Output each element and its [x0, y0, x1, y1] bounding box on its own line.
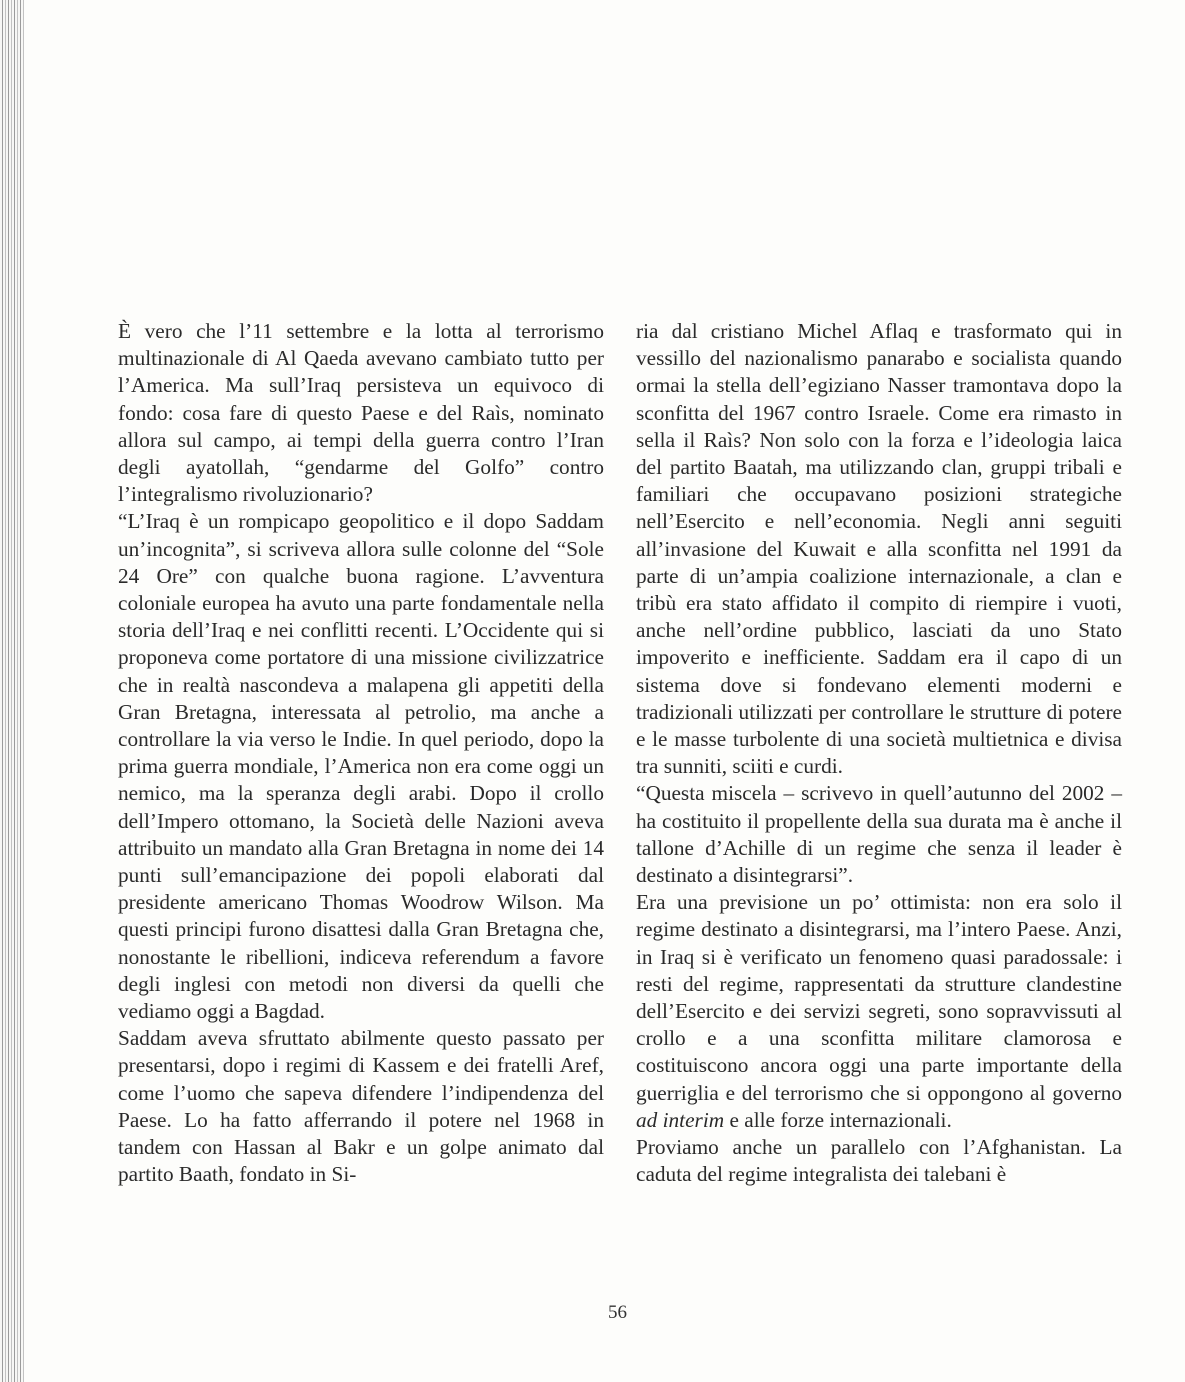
right-text-column	[636, 318, 1122, 1189]
paragraph: “Questa miscela – scrivevo in quell’autunno del 2002 – ha costituito il propellente della sua durata ma è anche il tallone d’Achille di un regime che senza il leader è destinato a disintegrarsi”.	[636, 781, 1122, 888]
paragraph: È vero che l’11 settembre e la lotta al terrorismo multinazionale di Al Qaeda avevano cambiato tutto per l’America. Ma sull’Iraq persisteva un equivoco di fondo: cosa fare di questo Paese e del Raìs, nominato allora sul campo, ai tempi della guerra contro l’Iran degli ayatollah, “gendarme del Golfo” contro l’integralismo rivoluzionario?	[118, 319, 604, 507]
paragraph: ria dal cristiano Michel Aflaq e trasformato qui in vessillo del nazionalismo panarabo e socialista quando ormai la stella dell’egiziano Nasser tramontava dopo la sconfitta del 1967 contro Israele. Come era rimasto in sella il Raìs? Non solo con la forza e l’ideologia laica del partito Baatah, ma utilizzando clan, gruppi tribali e familiari che occupavano posizioni strategiche nell’Esercito e nell’economia. Negli anni seguiti all’invasione del Kuwait e alla sconfitta nel 1991 da parte di un’ampia coalizione internazionale, a clan e tribù era stato affidato il compito di riempire i vuoti, anche nell’ordine pubblico, lasciati da uno Stato impoverito e inefficiente. Saddam era il capo di un sistema dove si fondevano elementi moderni e tradizionali utilizzati per controllare le strutture di potere e le masse turbolente di una società multietnica e divisa tra sunniti, sciiti e curdi.	[636, 319, 1122, 779]
text-span: e alle forze internazionali.	[724, 1107, 952, 1132]
paragraph: Saddam aveva sfruttato abilmente questo passato per presentarsi, dopo i regimi di Kassem e dei fratelli Aref, come l’uomo che sapeva difendere l’indipendenza del Paese. Lo ha fatto afferrando il potere nel 1968 in tandem con Hassan al Bakr e un golpe animato dal partito Baath, fondato in Si-	[118, 1026, 604, 1187]
text-span: Era una previsione un po’ ottimista: non era solo il regime destinato a disintegrarsi, ma l’intero Paese. Anzi, in Iraq si è verificato un fenomeno quasi paradossale: i resti del regime, rappresentati da strutture clandestine dell’Esercito e dei servizi segreti, sono sopravvissuti al crollo e a una sconfitta militare clamorosa e costituiscono ancora oggi una parte importante della guerriglia e del terrorismo che si oppongono al governo	[636, 890, 1122, 1105]
book-binding-edge	[0, 0, 24, 1382]
paragraph: Proviamo anche un parallelo con l’Afghanistan. La caduta del regime integralista dei talebani è	[636, 1135, 1122, 1187]
paragraph-with-italic	[636, 889, 1122, 1134]
italic-phrase: ad interim	[636, 1107, 725, 1132]
page-number: 56	[608, 1302, 627, 1323]
left-text-column	[118, 318, 604, 1189]
paragraph: “L’Iraq è un rompicapo geopolitico e il dopo Saddam un’incognita”, si scriveva allora sulle colonne del “Sole 24 Ore” con qualche buona ragione. L’avventura coloniale europea ha avuto una parte fondamentale nella storia dell’Iraq e nei conflitti recenti. L’Occidente qui si proponeva come portatore di una missione civilizzatrice che in realtà nascondeva a malapena gli appetiti della Gran Bretagna, interessata al petrolio, ma anche a controllare la via verso le Indie. In quel periodo, dopo la prima guerra mondiale, l’America non era come oggi un nemico, ma la speranza degli arabi. Dopo il crollo dell’Impero ottomano, la Società delle Nazioni aveva attribuito un mandato alla Gran Bretagna in nome dei 14 punti sull’emancipazione dei popoli elaborati dal presidente americano Thomas Woodrow Wilson. Ma questi principi furono disattesi dalla Gran Bretagna che, nonostante le ribellioni, indiceva referendum a favore degli inglesi con metodi non diversi da quelli che vediamo oggi a Bagdad.	[118, 509, 604, 1024]
